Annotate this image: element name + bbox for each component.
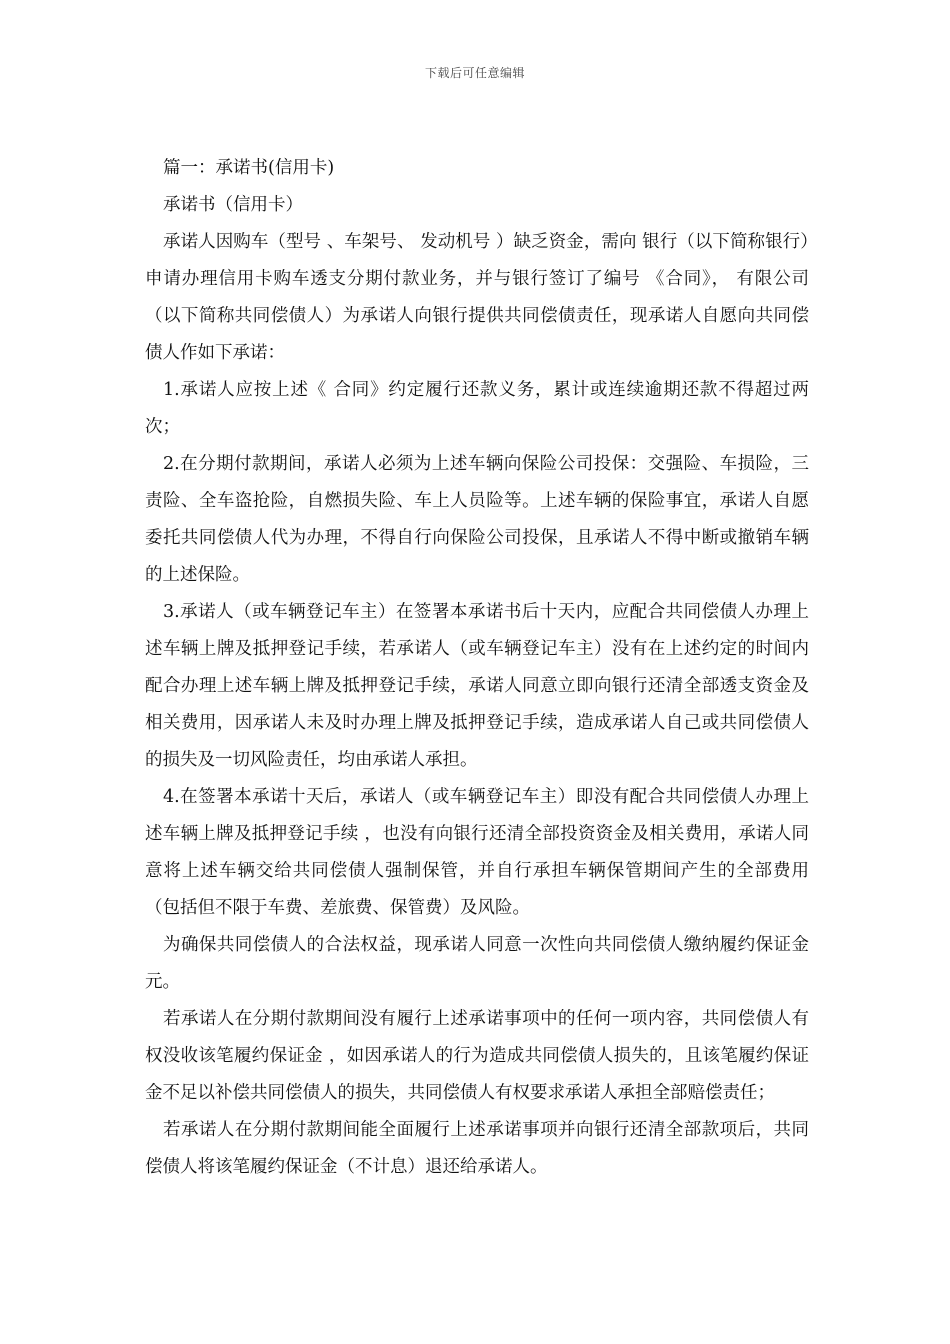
document-body xyxy=(145,150,809,1186)
paragraph-clause-4: 4.在签署本承诺十天后，承诺人（或车辆登记车主）即没有配合共同偿债人办理上述车辆上牌及抵押登记手续 ，也没有向银行还清全部投资资金及相关费用，承诺人同意将上述车辆交给共同偿债人强制保管，并自行承担车辆保管期间产生的全部费用（包括但不限于车费、差旅费、保管费）及风险。 xyxy=(145,787,809,918)
paragraph-clause-1: 1.承诺人应按上述《 合同》约定履行还款义务，累计或连续逾期还款不得超过两次； xyxy=(145,380,809,437)
document-title: 承诺书（信用卡） xyxy=(163,195,303,215)
paragraph-clause-3: 3.承诺人（或车辆登记车主）在签署本承诺书后十天内，应配合共同偿债人办理上述车辆上牌及抵押登记手续，若承诺人（或车辆登记车主）没有在上述约定的时间内配合办理上述车辆上牌及抵押登记手续，承诺人同意立即向银行还清全部透支资金及相关费用，因承诺人未及时办理上牌及抵押登记手续，造成承诺人自己或共同偿债人的损失及一切风险责任，均由承诺人承担。 xyxy=(145,602,809,770)
paragraph-intro: 承诺人因购车（型号 、车架号、 发动机号 ）缺乏资金，需向 银行（以下简称银行）申请办理信用卡购车透支分期付款业务，并与银行签订了编号 《合同》， 有限公司（以下简称共同偿债人）为承诺人向银行提供共同偿债责任，现承诺人自愿向共同偿债人作如下承诺： xyxy=(145,232,809,363)
page-header-note: 下载后可任意编辑 xyxy=(424,66,525,80)
paragraph-refund: 若承诺人在分期付款期间能全面履行上述承诺事项并向银行还清全部款项后，共同偿债人将该笔履约保证金（不计息）退还给承诺人。 xyxy=(145,1120,809,1177)
section-title: 篇一：承诺书(信用卡) xyxy=(163,158,335,178)
paragraph-breach: 若承诺人在分期付款期间没有履行上述承诺事项中的任何一项内容，共同偿债人有权没收该笔履约保证金 ，如因承诺人的行为造成共同偿债人损失的，且该笔履约保证金不足以补偿共同偿债人的损失，共同偿债人有权要求承诺人承担全部赔偿责任； xyxy=(145,1009,809,1103)
paragraph-clause-2: 2.在分期付款期间，承诺人必须为上述车辆向保险公司投保：交强险、车损险，三责险、全车盗抢险，自燃损失险、车上人员险等。上述车辆的保险事宜，承诺人自愿委托共同偿债人代为办理，不得自行向保险公司投保，且承诺人不得中断或撤销车辆的上述保险。 xyxy=(145,454,809,585)
paragraph-deposit: 为确保共同偿债人的合法权益，现承诺人同意一次性向共同偿债人缴纳履约保证金元。 xyxy=(145,935,809,992)
